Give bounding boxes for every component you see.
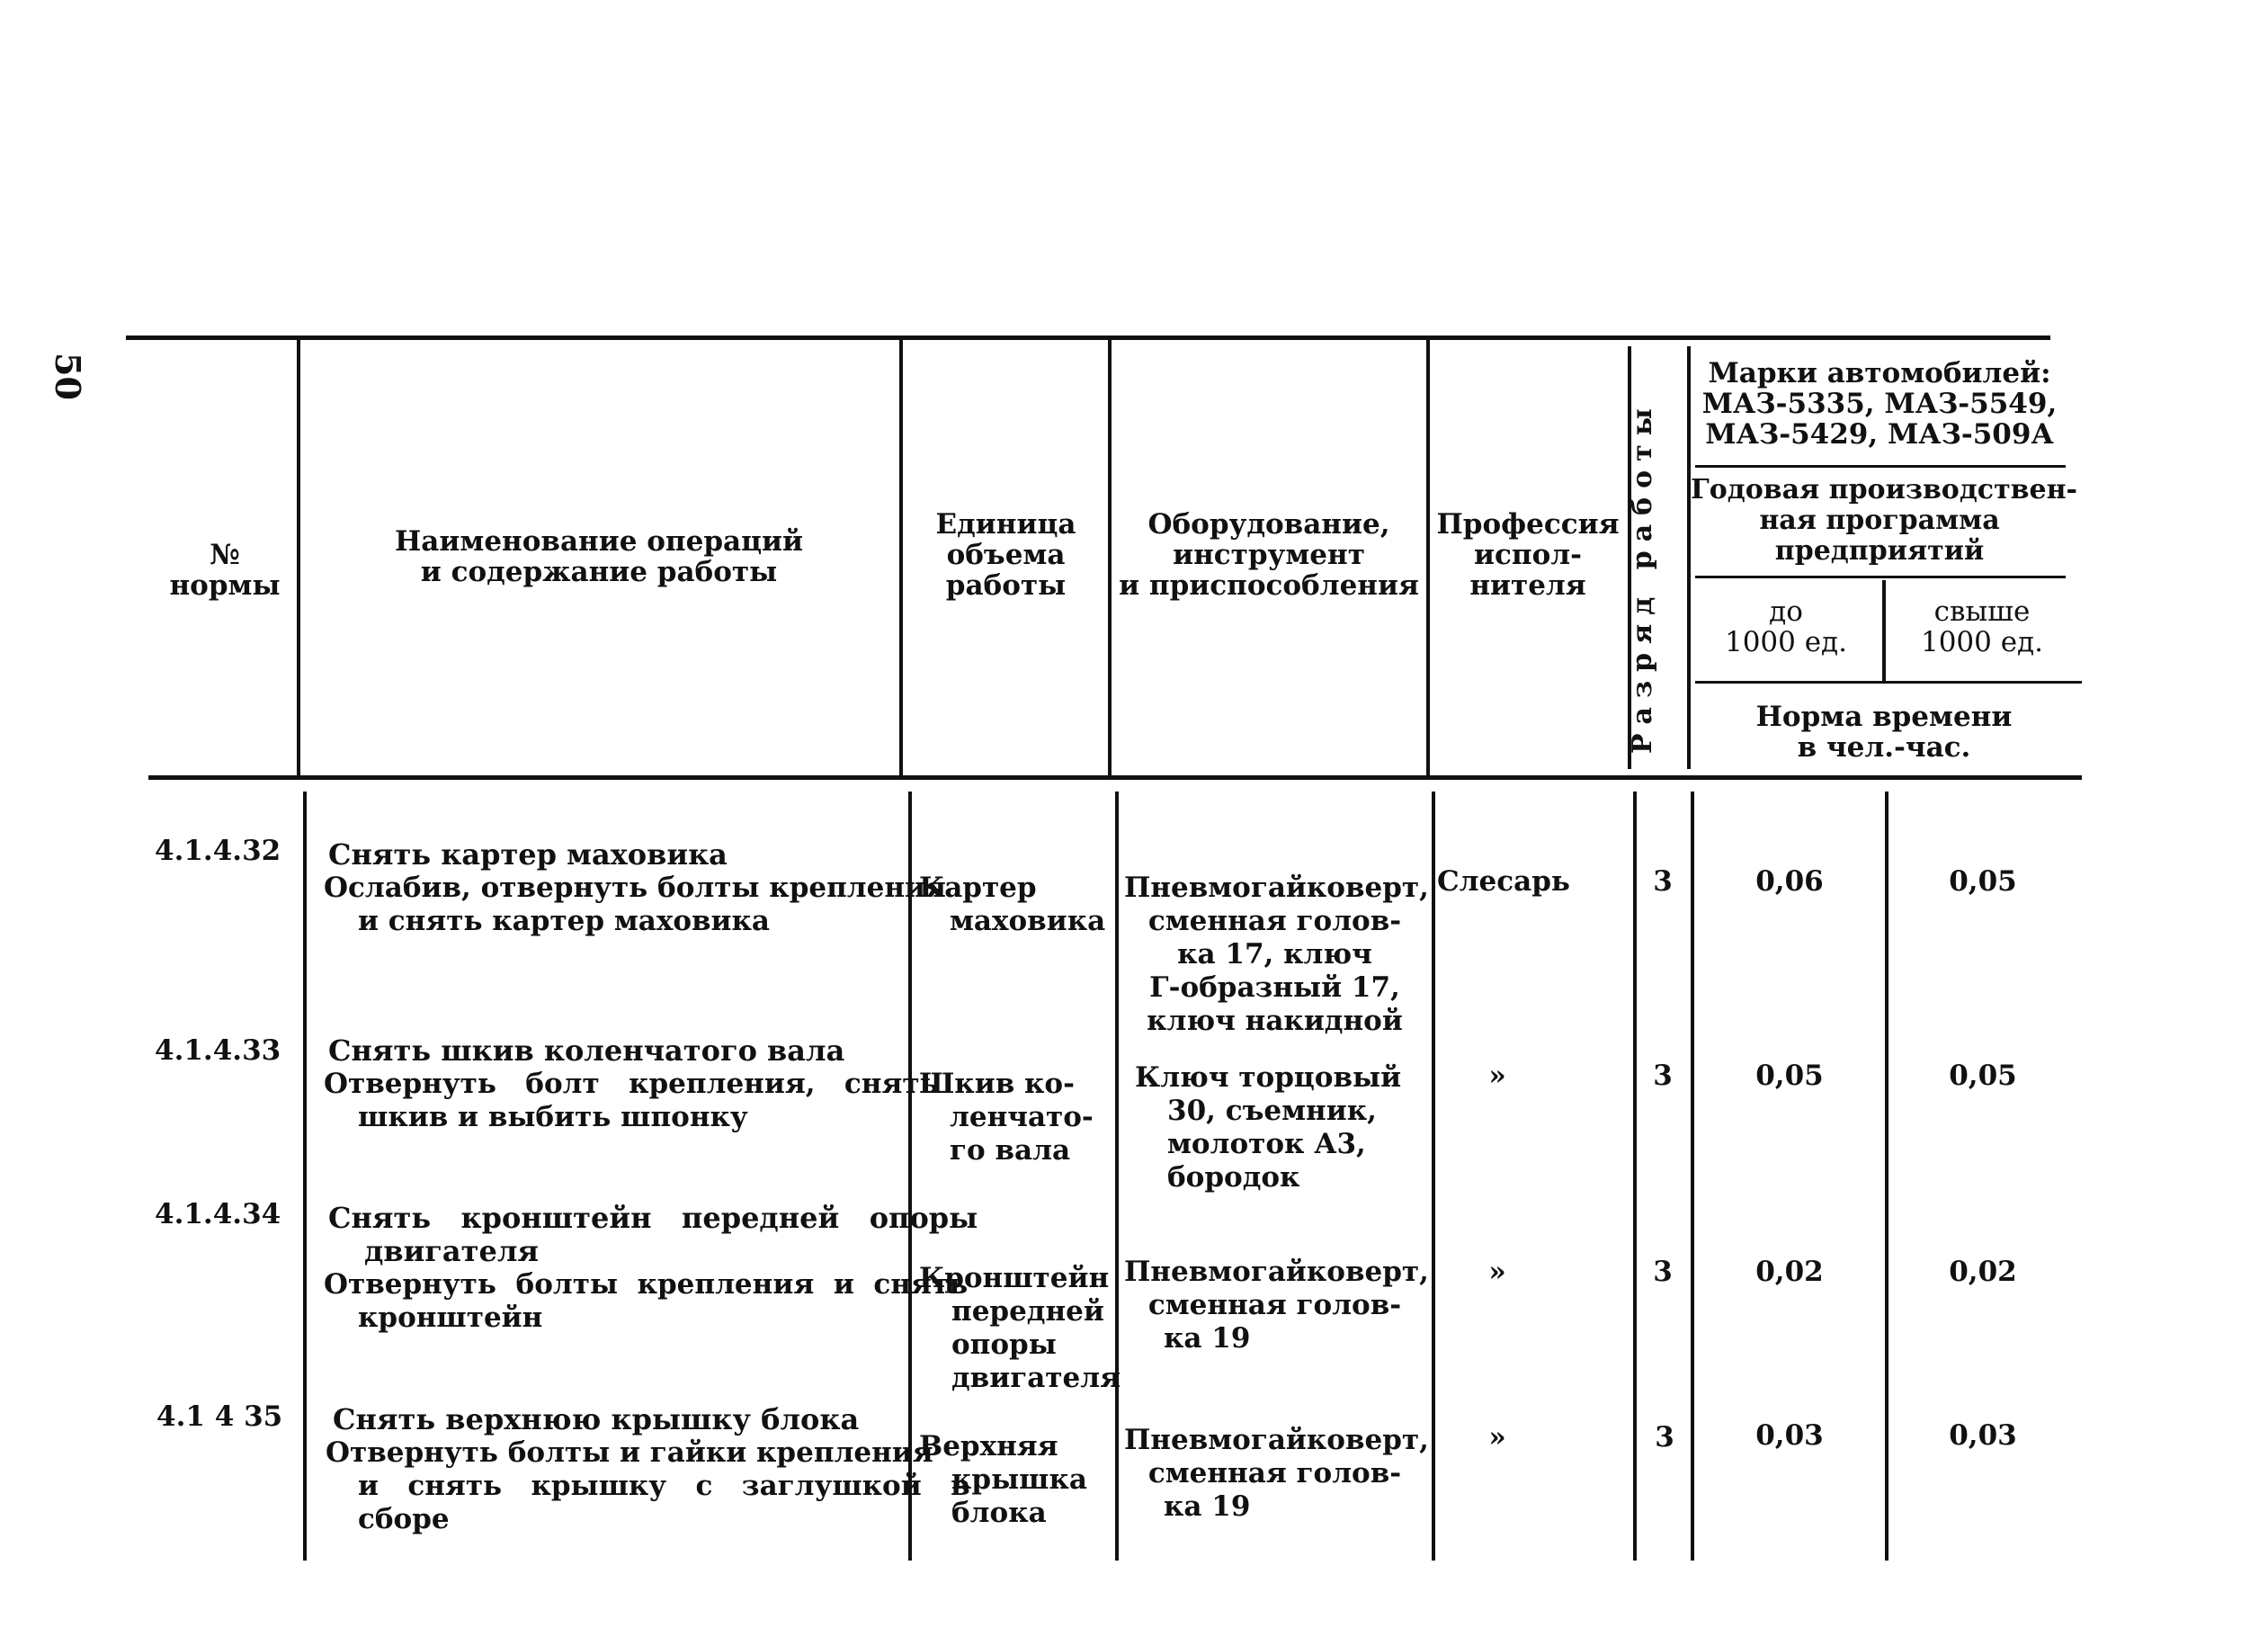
header-grade: Разряд работы (1627, 399, 1658, 754)
header-norm-number: № нормы (169, 539, 281, 602)
work-unit: Картер маховика (919, 872, 1106, 937)
operation-desc: Отвернуть болты крепления и снять кронштейн (324, 1268, 969, 1334)
grade: 3 (1653, 1060, 1673, 1092)
operation-title: Снять картер маховика (328, 837, 728, 872)
header-over: свыше 1000 ед. (1920, 595, 2044, 658)
header-divider (297, 340, 300, 775)
header-brands: Марки автомобилей: МАЗ-5335, МАЗ-5549, МАЗ-5429, МАЗ-509А (1701, 357, 2058, 451)
header-divider (1108, 340, 1112, 775)
header-bottom-rule (148, 775, 2082, 780)
profession: Слесарь (1437, 865, 1570, 898)
equipment: Пневмогайковерт, сменная голов- ка 17, ключ Г-образный 17, ключ накидной (1124, 872, 1429, 1037)
header-equipment: Оборудование, инструмент и приспособления (1119, 508, 1419, 602)
body-divider (303, 792, 307, 1561)
norm-number: 4.1 4 35 (156, 1400, 283, 1433)
norm-number: 4.1.4.33 (155, 1034, 281, 1067)
equipment: Пневмогайковерт, сменная голов- ка 19 (1124, 1424, 1429, 1523)
body-divider (1633, 792, 1637, 1561)
page-number: 50 (48, 353, 88, 400)
operation-desc: Отвернуть болты и гайки крепления и снять крышку с заглушкой в сборе (326, 1436, 970, 1535)
subcols-rule (1695, 681, 2082, 684)
operation-title: Снять верхнюю крышку блока (333, 1402, 860, 1436)
operation-desc: Ослабив, отвернуть болты крепления и снять картер маховика (324, 872, 946, 937)
norm-over-1000: 0,02 (1949, 1256, 2017, 1288)
norm-number: 4.1.4.32 (155, 835, 281, 867)
header-norm-time: Норма времени в чел.-час. (1755, 701, 2013, 764)
profession-ditto: » (1488, 1256, 1506, 1288)
body-divider (1115, 792, 1119, 1561)
norm-upto-1000: 0,02 (1755, 1256, 1824, 1288)
header-program: Годовая производствен- ная программа предприятий (1691, 474, 2078, 567)
profession-ditto: » (1488, 1421, 1506, 1454)
work-unit: Верхняя крышка блока (919, 1430, 1087, 1529)
grade: 3 (1653, 865, 1673, 898)
grade: 3 (1653, 1256, 1673, 1288)
operation-title: Снять кронштейн передней опоры двигателя (328, 1201, 978, 1268)
equipment: Ключ торцовый 30, съемник, молоток А3, бородок (1135, 1061, 1402, 1194)
operation-title: Снять шкив коленчатого вала (328, 1033, 845, 1068)
operation-desc: Отвернуть болт крепления, снять шкив и выбить шпонку (324, 1068, 939, 1133)
brands-rule (1695, 465, 2066, 468)
norm-number: 4.1.4.34 (155, 1198, 281, 1230)
norm-upto-1000: 0,03 (1755, 1419, 1824, 1452)
table-top-rule (126, 335, 2050, 340)
norm-upto-1000: 0,06 (1755, 865, 1824, 898)
header-profession: Профессия испол- нителя (1436, 508, 1620, 602)
header-operation: Наименование операций и содержание работы (395, 525, 803, 588)
work-unit: Шкив ко- ленчато- го вала (919, 1068, 1094, 1167)
norm-over-1000: 0,05 (1949, 865, 2017, 898)
header-unit: Единица объема работы (935, 508, 1076, 602)
header-divider (899, 340, 903, 775)
norm-over-1000: 0,05 (1949, 1060, 2017, 1092)
body-divider (1691, 792, 1694, 1561)
profession-ditto: » (1488, 1060, 1506, 1092)
program-rule (1695, 576, 2066, 578)
work-unit: Кронштейн передней опоры двигателя (919, 1262, 1121, 1394)
grade: 3 (1655, 1421, 1674, 1454)
norm-upto-1000: 0,05 (1755, 1060, 1824, 1092)
norm-over-1000: 0,03 (1949, 1419, 2017, 1452)
header-upto: до 1000 ед. (1724, 595, 1848, 658)
equipment: Пневмогайковерт, сменная голов- ка 19 (1124, 1256, 1429, 1355)
body-divider (1432, 792, 1435, 1561)
header-divider (1882, 580, 1886, 681)
